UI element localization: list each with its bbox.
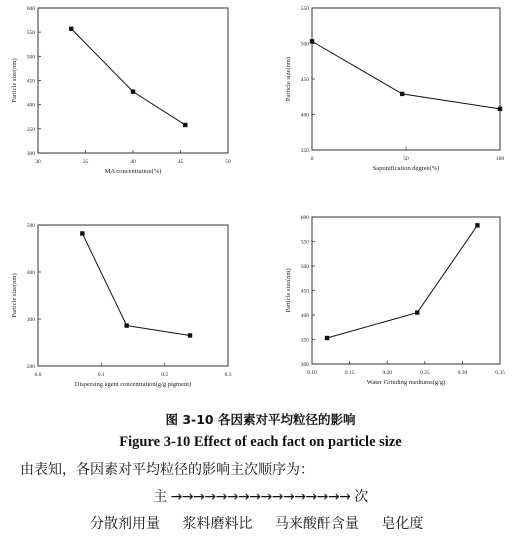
y-tick-label: 500	[300, 264, 309, 270]
y-axis-label: Particle size(nm)	[11, 58, 18, 103]
x-tick-label: 0.30	[457, 370, 468, 376]
x-axis-label: Water Grinding mediums(g/g)	[366, 379, 446, 386]
chart-panel-3	[11, 223, 232, 388]
x-axis-label: MA concentration(%)	[104, 168, 162, 175]
data-point	[188, 333, 192, 337]
data-point	[183, 123, 187, 127]
plot-frame	[38, 225, 228, 366]
x-tick-label: 0.10	[307, 370, 317, 376]
data-point	[80, 231, 84, 235]
x-tick-label: 0.25	[419, 370, 430, 376]
y-tick-label: 500	[300, 41, 309, 48]
y-axis-label: Particle size(nm)	[285, 56, 292, 102]
data-point	[310, 39, 314, 43]
series-line	[327, 225, 477, 338]
order-start-label: 主	[153, 489, 167, 505]
y-tick-label: 350	[300, 337, 309, 344]
y-tick-label: 550	[26, 30, 35, 37]
x-tick-label: 0.3	[224, 372, 232, 378]
data-point	[400, 92, 404, 96]
y-tick-label: 450	[300, 77, 309, 83]
series-line	[71, 29, 185, 125]
y-tick-label: 600	[26, 6, 35, 12]
y-tick-label: 550	[300, 239, 309, 246]
y-axis-label: Particle size(nm)	[11, 273, 18, 318]
y-tick-label: 500	[26, 223, 35, 229]
series-line	[312, 41, 500, 108]
x-tick-label: 0.35	[495, 370, 505, 376]
chart-panel-2	[285, 6, 504, 172]
plot-frame	[38, 8, 228, 153]
x-axis-label: Saponification degree(%)	[372, 165, 440, 172]
y-tick-label: 600	[300, 215, 309, 221]
factor-list	[90, 513, 510, 533]
y-axis-label: Particle size(nm)	[285, 268, 292, 313]
figure-caption-chinese: 图 3-10 各因素对平均粒径的影响	[165, 412, 356, 427]
y-tick-label: 300	[26, 317, 35, 323]
x-tick-label: 0.20	[382, 370, 393, 376]
y-tick-label: 300	[300, 362, 309, 368]
x-tick-label: 0.1	[97, 372, 105, 378]
x-tick-label: 0	[310, 156, 314, 162]
data-point	[124, 323, 128, 327]
y-tick-label: 350	[26, 126, 35, 133]
x-axis-label: Dispersing agent concentration(g/g pigment)	[74, 381, 192, 388]
factor-item: 马来酸酐含量	[274, 516, 359, 532]
data-point	[69, 27, 73, 31]
factor-item: 皂化度	[381, 516, 424, 532]
factor-item: 浆料磨料比	[182, 516, 253, 532]
plot-frame	[312, 8, 500, 150]
y-tick-label: 400	[300, 112, 309, 119]
data-point	[325, 336, 329, 340]
data-point	[131, 89, 135, 93]
y-tick-label: 400	[300, 313, 309, 319]
x-tick-label: 50	[403, 156, 409, 162]
x-tick-label: 40	[130, 159, 136, 165]
x-tick-label: 45	[177, 159, 184, 165]
body-text: 由表知，各因素对平均粒径的影响主次顺序为：	[20, 462, 314, 478]
y-tick-label: 450	[300, 288, 309, 295]
series-line	[82, 233, 190, 335]
x-tick-label: 50	[225, 159, 231, 165]
factor-order-line	[0, 486, 521, 506]
x-tick-label: 30	[35, 159, 41, 165]
y-tick-label: 400	[26, 270, 35, 276]
y-tick-label: 550	[300, 6, 309, 12]
y-tick-label: 300	[26, 151, 35, 157]
x-tick-label: 0.2	[161, 372, 169, 378]
factor-item: 分散剂用量	[90, 516, 160, 532]
y-tick-label: 350	[300, 148, 309, 154]
x-tick-label: 100	[495, 156, 505, 162]
plot-frame	[312, 217, 500, 364]
y-tick-label: 450	[26, 78, 35, 85]
figure-caption-english: Figure 3-10 Effect of each fact on particle size	[119, 434, 402, 450]
data-point	[475, 223, 479, 227]
x-tick-label: 0.15	[344, 370, 355, 376]
chart-panel-1	[11, 6, 231, 175]
x-tick-label: 35	[82, 159, 89, 165]
order-end-label: 次	[354, 489, 368, 505]
data-point	[415, 310, 419, 314]
chart-panel-4	[285, 215, 505, 386]
y-tick-label: 500	[26, 54, 35, 61]
order-arrows: →→→→→→→→→→→→→→→→	[170, 489, 351, 505]
x-tick-label: 0.0	[34, 372, 42, 378]
y-tick-label: 200	[26, 364, 35, 370]
data-point	[498, 107, 502, 111]
y-tick-label: 400	[26, 102, 35, 109]
